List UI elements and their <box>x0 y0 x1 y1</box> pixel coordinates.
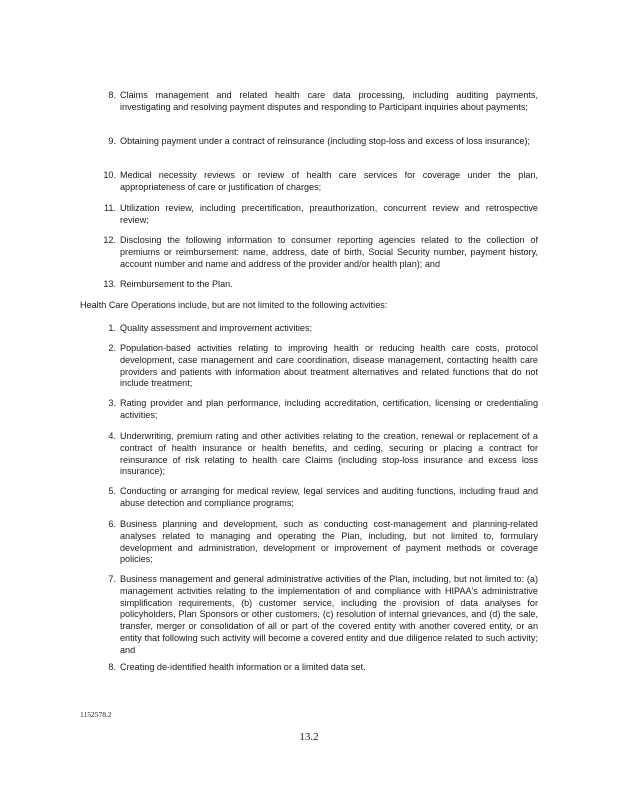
list-item-text: Claims management and related health care data processing, including auditing payments, investigating and resolving payment disputes and responding to Participant inquiries about payments; <box>120 90 538 112</box>
list-item-number: 7. <box>108 574 116 584</box>
list-item-text: Business management and general administrative activities of the Plan, including, but not limited to: (a) management activities relating to the implementation of and compliance with HIPAA's administrative simplification requirements, (b) customer service, including the provision of data analyses for policyholders, Plan Sponsors or other customers, (c) resolution of internal grievances, and (d) the sale, transfer, merger or consolidation of all or part of the covered entity with another covered entity, or an entity that following such activity will become a covered entity and due diligence related to such activity; and <box>120 574 538 655</box>
list-item-text: Medical necessity reviews or review of health care services for coverage under the plan, appropriateness of care or justification of charges; <box>120 170 538 192</box>
section-intro: Health Care Operations include, but are not limited to the following activities: <box>80 300 388 310</box>
list-item-number: 13. <box>103 279 116 289</box>
list-item-number: 11. <box>104 203 116 213</box>
list-item-number: 9. <box>108 136 116 146</box>
list-item-text: Business planning and development, such as conducting cost-management and planning-related analyses related to managing and operating the Plan, including, but not limited to, formulary development and administration, development or improvement of payment methods or coverage policies; <box>120 519 538 565</box>
list-item-number: 6. <box>108 519 116 529</box>
list-item-text: Reimbursement to the Plan. <box>120 279 233 289</box>
list-item-text: Population-based activities relating to improving health or reducing health care costs, protocol development, case management and care coordination, disease management, contacting health care providers and patients with information about treatment alternatives and related functions that do not include treatment; <box>120 343 538 389</box>
document-id: 1152578.2 <box>80 710 112 719</box>
list-item-number: 4. <box>108 431 116 441</box>
list-item-text: Creating de-identified health information or a limited data set. <box>120 662 366 672</box>
list-item-number: 12. <box>103 235 116 245</box>
list-item-number: 5. <box>108 486 116 496</box>
list-item-text: Obtaining payment under a contract of reinsurance (including stop-loss and excess of loss insurance); <box>120 136 530 146</box>
list-item-text: Rating provider and plan performance, including accreditation, certification, licensing or credentialing activities; <box>120 398 538 420</box>
list-item-number: 8. <box>108 662 116 672</box>
list-item-number: 3. <box>108 398 116 408</box>
list-item-number: 1. <box>108 323 116 333</box>
list-item-text: Disclosing the following information to consumer reporting agencies related to the collection of premiums or reimbursement: name, address, date of birth, Social Security number, payment history, account number and name and address of the provider and/or health plan); and <box>120 235 538 269</box>
list-item-number: 8. <box>108 90 116 100</box>
list-item-text: Utilization review, including precertification, preauthorization, concurrent review and retrospective review; <box>120 203 538 225</box>
list-item-text: Underwriting, premium rating and other activities relating to the creation, renewal or replacement of a contract of health insurance or health benefits, and ceding, securing or placing a contract for reinsurance of risk relating to health care Claims (including stop-loss insurance and excess loss insurance); <box>120 431 538 477</box>
page-number: 13.2 <box>299 731 319 743</box>
list-item-text: Conducting or arranging for medical review, legal services and auditing functions, including fraud and abuse detection and compliance programs; <box>120 486 538 508</box>
list-item-number: 10. <box>103 170 116 180</box>
list-item-text: Quality assessment and improvement activities; <box>120 323 313 333</box>
list-item-number: 2. <box>108 343 116 353</box>
